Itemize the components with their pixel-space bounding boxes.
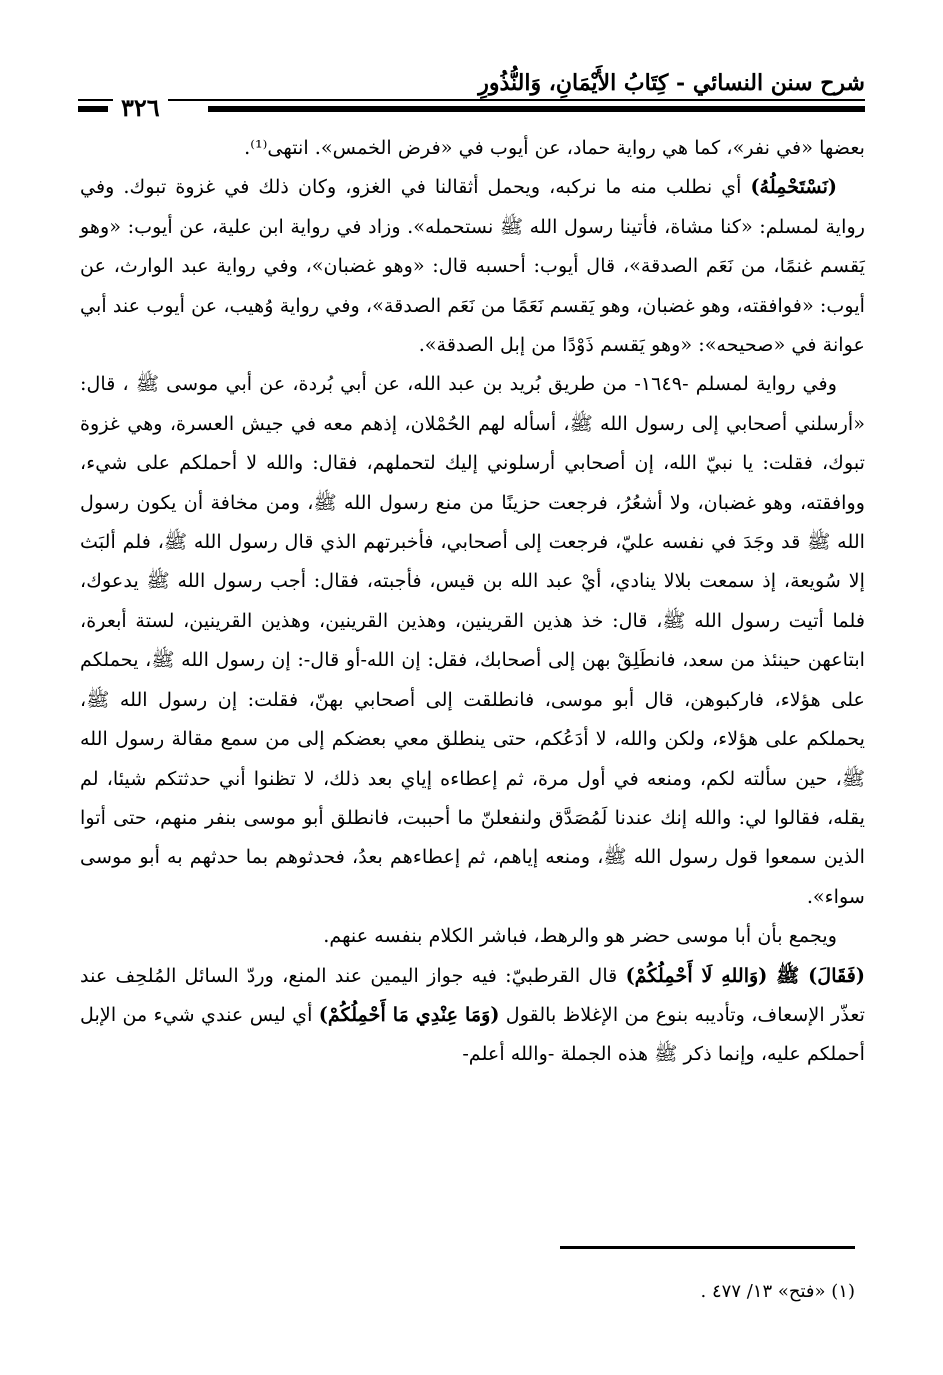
- paragraph-2-text: أي نطلب منه ما نركبه، ويحمل أثقالنا في الغزو، وكان ذلك في غزوة تبوك. وفي رواية لمسلم: «كنا مشاة، فأتينا رسول الله ﷺ نستحمله». وزاد في رواية ابن علية، عن أيوب: «وهو يَقسم غنمًا، من نَعَم الصدقة»، قال أيوب: أحسبه قال: «وهو غضبان»، وفي رواية عبد الوارث، عن أيوب: «فوافقته، وهو غضبان، وهو يَقسم نَعَمًا من نَعَم الصدقة»، وفي رواية وُهيب، عن أيوب عند أبي عوانة في «صحيحه»: «وهو يَقسم ذَوْدًا من إبل الصدقة».: [80, 175, 865, 357]
- header-rule-thick-left: [78, 106, 108, 112]
- paragraph-3: وفي رواية لمسلم -١٦٤٩- من طريق بُريد بن عبد الله، عن أبي بُردة، عن أبي موسى ﷺ ، قال: «أرسلني أصحابي إلى رسول الله ﷺ، أسأله لهم الحُمْلان، إذهم معه في جيش العسرة، وهي غزوة تبوك، فقلت: يا نبيّ الله، إن أصحابي أرسلوني إليك لتحملهم، فقال: والله لا أحملكم على شيء، ووافقته، وهو غضبان، ولا أشعُرُ، فرجعت حزينًا من منع رسول الله ﷺ، ومن مخافة أن يكون رسول الله ﷺ قد وجَدَ في نفسه عليّ، فرجعت إلى أصحابي، فأخبرتهم الذي قال رسول الله ﷺ، فلم ألبَث إلا سُويعة، إذ سمعت بلالا ينادي، أيْ عبد الله بن قيس، فأجبته، فقال: أجب رسول الله ﷺ يدعوك، فلما أتيت رسول الله ﷺ، قال: خذ هذين القرينين، وهذين القرينين، وهذين القرينين، لستة أبعرة، ابتاعهن حينئذ من سعد، فانطَلِقْ بهن إلى أصحابك، فقل: إن الله-أو قال-: إن رسول الله ﷺ، يحملكم على هؤلاء، فاركبوهن، قال أبو موسى، فانطلقت إلى أصحابي بهنّ، فقلت: إن رسول الله ﷺ، يحملكم على هؤلاء، ولكن والله، لا أدَعُكم، حتى ينطلق معي بعضكم إلى من سمع مقالة رسول الله ﷺ، حين سألته لكم، ومنعه في أول مرة، ثم إعطاءه إياي بعد ذلك، لا تظنوا أني حدثتكم شيئا، لم يقله، فقالوا لي: والله إنك عندنا لَمُصَدَّق ولنفعلنّ ما أحببت، فانطلق أبو موسى بنفر منهم، حتى أتوا الذين سمعوا قول رسول الله ﷺ، ومنعه إياهم، ثم إعطاءهم بعدُ، فحدثوهم بما حدثهم به أبو موسى سواء».: [80, 372, 865, 908]
- paragraph-5: [80, 956, 865, 1074]
- lemma-faqala: (فَقَالَ) ﷺ (وَاللهِ لَا أَحْمِلُكُمْ): [625, 963, 865, 987]
- lemma-nastahmiluhu: (نَسْتَحْمِلُهُ): [750, 175, 837, 199]
- lemma-wama-indi: (وَمَا عِنْدِي مَا أَحْمِلُكُمْ): [318, 1002, 500, 1026]
- paragraph-5-text-2: أي ليس عندي شيء من الإبل أحملكم عليه، وإنما ذكر ﷺ هذه الجملة -والله أعلم-: [80, 1002, 865, 1066]
- running-title: شرح سنن النسائي - كِتَابُ الأَيْمَانِ، وَالنُّذُورِ: [478, 70, 865, 96]
- header-rule-thin: [78, 99, 865, 101]
- paragraph-4: ويجمع بأن أبا موسى حضر هو والرهط، فباشر الكلام بنفسه عنهم.: [323, 924, 837, 948]
- paragraph-5-text-1: قال القرطبيّ: فيه جواز اليمين عند المنع، وردّ السائل المُلحِف عند تعذّر الإسعاف، وتأديبه بنوع من الإغلاظ بالقول: [80, 963, 865, 1026]
- paragraph-2: [80, 167, 865, 364]
- footnote-rule: [560, 1246, 855, 1249]
- paragraph-1: بعضها «في نفر»، كما هي رواية حماد، عن أيوب في «فرض الخمس». انتهى⁽¹⁾.: [244, 136, 865, 159]
- header-rule-thick: [208, 106, 865, 112]
- footnote: (١) «فتح» ١٣/ ٤٧٧ .: [700, 1281, 855, 1302]
- page-number: ٣٢٦: [113, 94, 168, 122]
- running-head: [78, 68, 865, 122]
- main-text: [80, 128, 865, 1074]
